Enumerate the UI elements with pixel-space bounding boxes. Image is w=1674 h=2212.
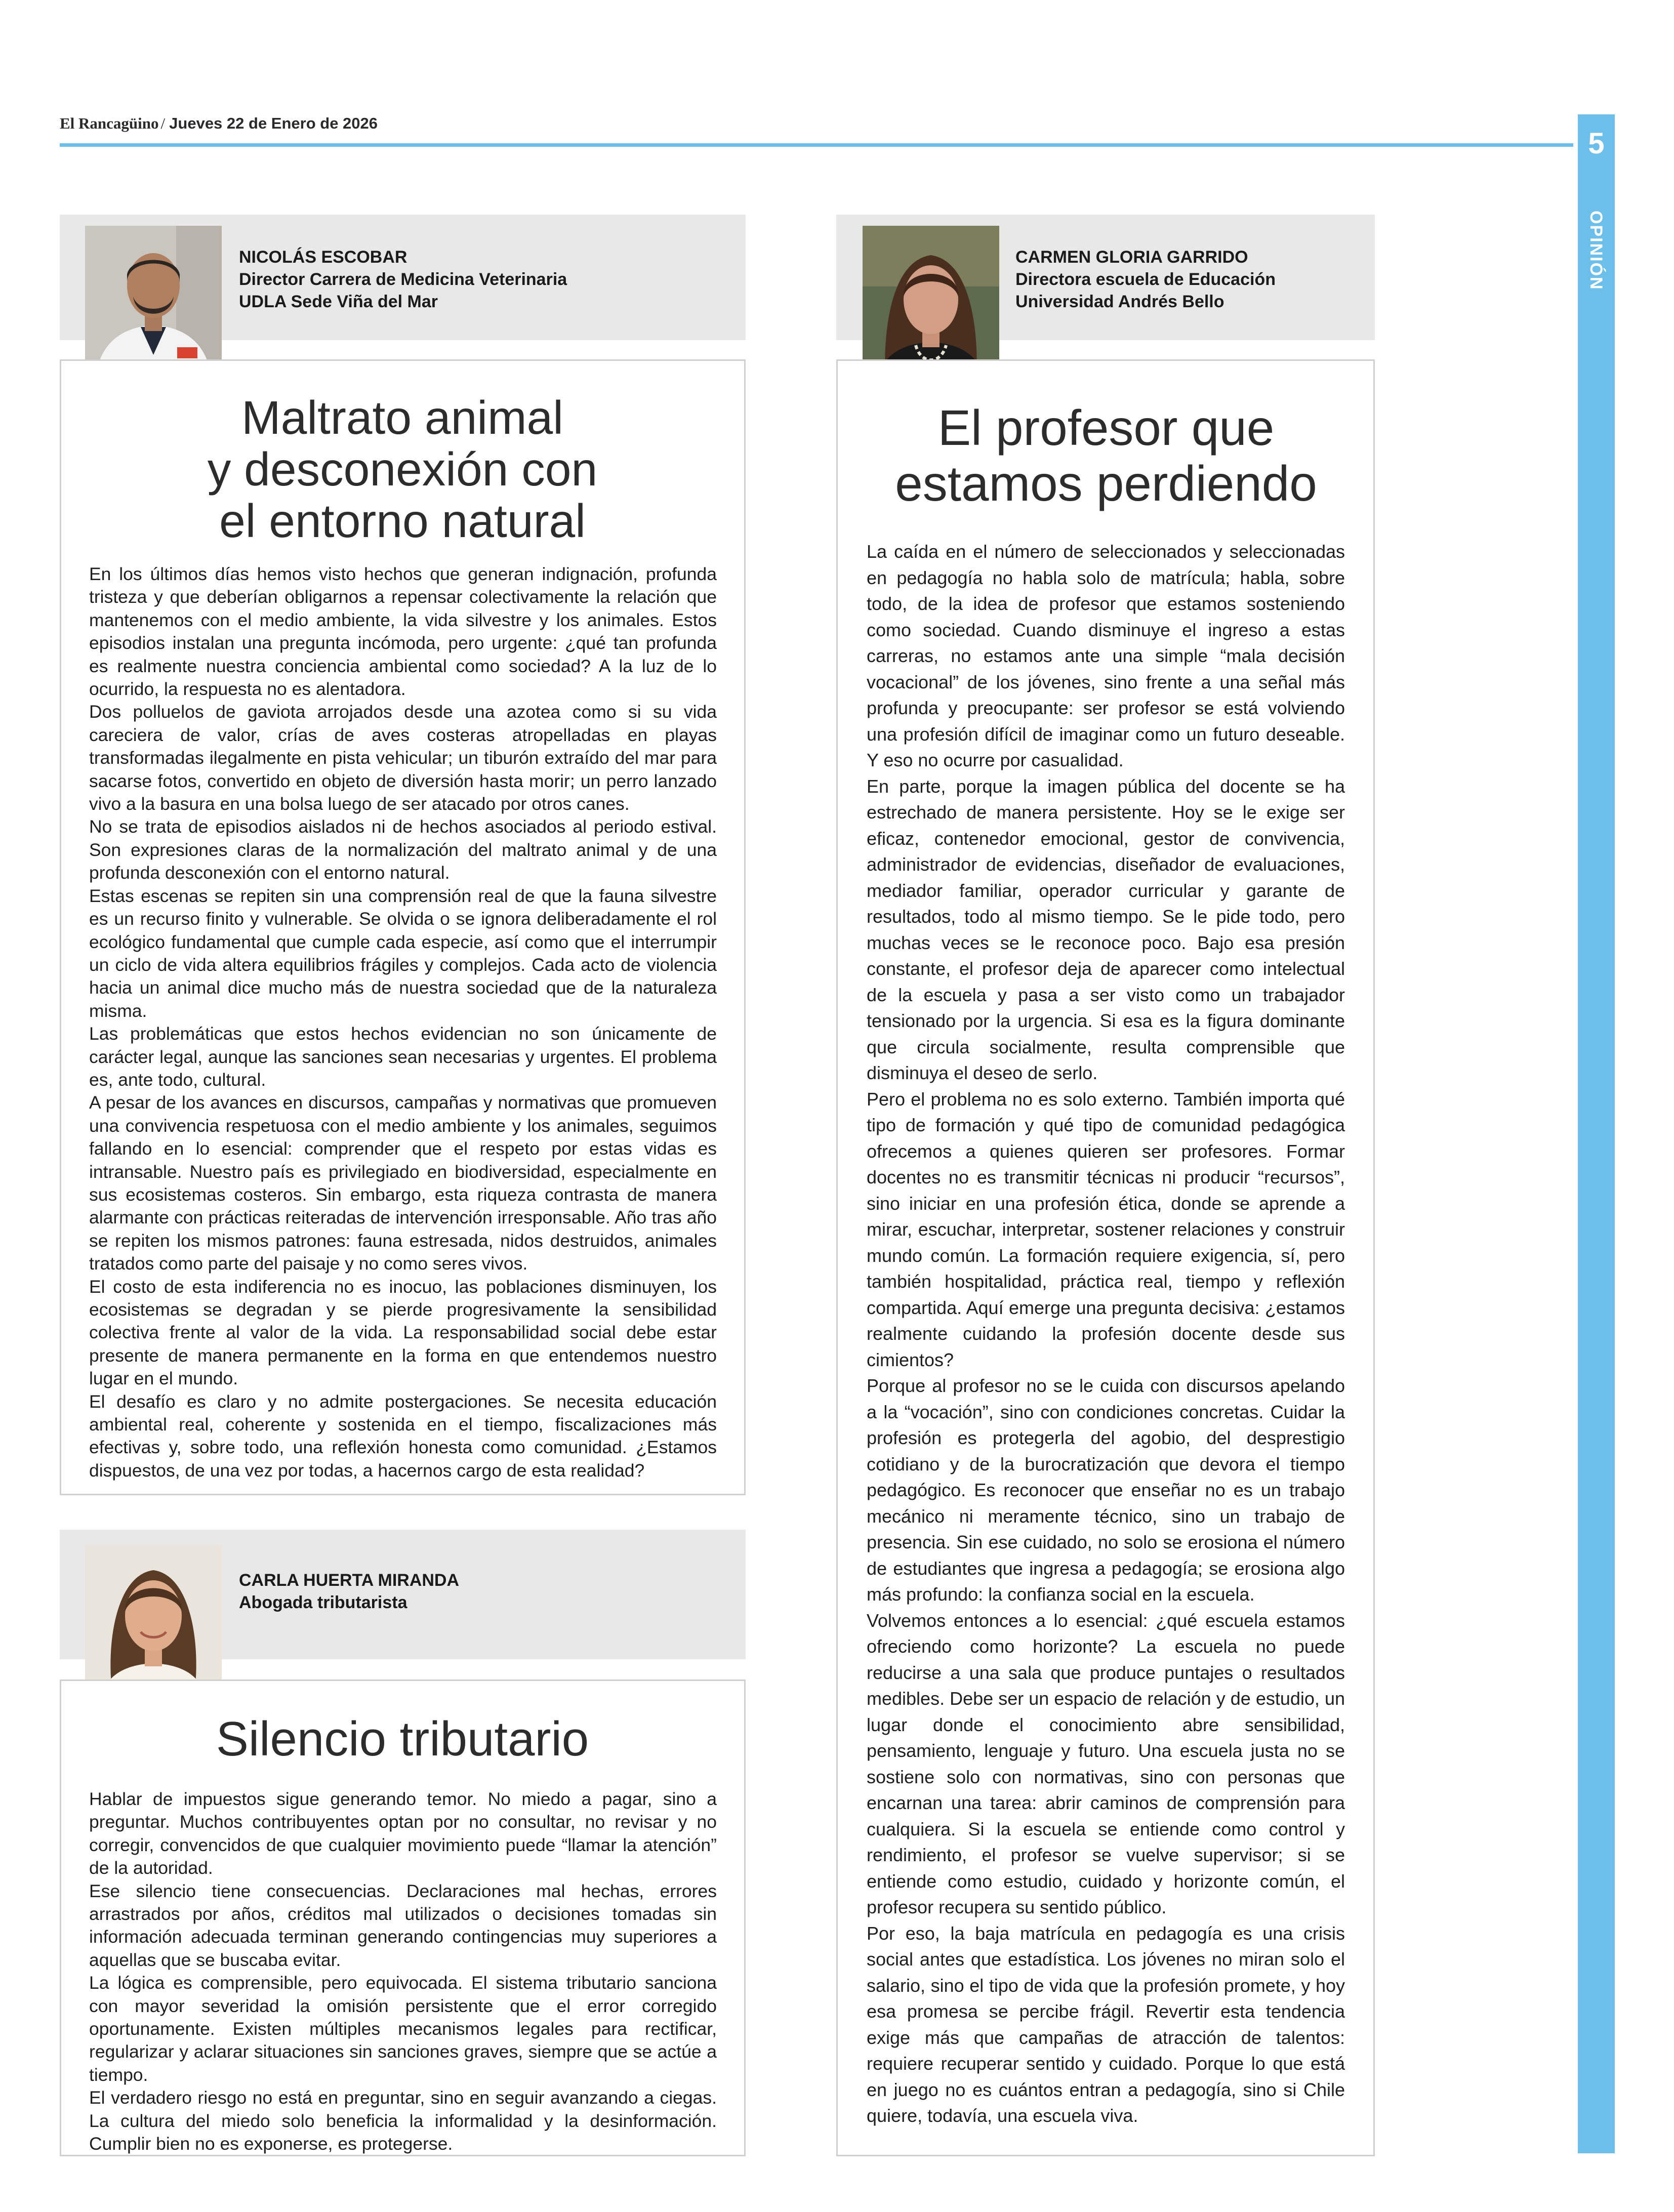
headline-line: el entorno natural	[219, 495, 586, 547]
section-label: OPINIÓN	[1586, 211, 1606, 291]
body-paragraph: El costo de esta indiferencia no es inocuo, las poblaciones disminuyen, los ecosistemas se degradan y se pierde progresivamente la sensibilidad colectiva frente al valor de la vida. La responsabilidad social debe estar presente de manera permanente en la forma en que entendemos nuestro lugar en el mundo.	[89, 1276, 717, 1389]
body-paragraph: El verdadero riesgo no está en preguntar, sino en seguir avanzando a ciegas. La cultura del miedo solo beneficia la informalidad y la desinformación. Cumplir bien no es exponerse, es protegerse.	[89, 2087, 717, 2154]
body-paragraph: En los últimos días hemos visto hechos que generan indignación, profunda tristeza y que deberían obligarnos a repensar colectivamente la relación que mantenemos con el medio ambiente, la vida silvestre y los animales. Estos episodios instalan una pregunta incómoda, pero urgente: ¿qué tan profunda es realmente nuestra conciencia ambiental como sociedad? A la luz de lo ocurrido, la respuesta no es alentadora.	[89, 564, 717, 700]
header-rule	[60, 143, 1573, 147]
body-paragraph: Hablar de impuestos sigue generando temor. No miedo a pagar, sino a preguntar. Muchos contribuyentes optan por no consultar, no revisar y no corregir, convencidos de que cualquier movimiento puede “llamar la atención” de la autoridad.	[89, 1789, 717, 1878]
author-photo-escobar	[85, 226, 222, 379]
author-name: CARLA HUERTA MIRANDA	[239, 1571, 460, 1590]
issue-date: Jueves 22 de Enero de 2026	[169, 114, 378, 132]
headline-maltrato-animal	[76, 392, 729, 547]
headline-line: El profesor que	[937, 400, 1275, 456]
author-org: UDLA Sede Viña del Mar	[239, 292, 438, 311]
author-role: Directora escuela de Educación	[1015, 270, 1276, 289]
author-credit-escobar	[239, 246, 725, 313]
author-org: Universidad Andrés Bello	[1015, 292, 1224, 311]
author-photo-huerta	[85, 1545, 222, 1698]
author-role: Director Carrera de Medicina Veterinaria	[239, 270, 567, 289]
body-paragraph: Las problemáticas que estos hechos evidencian no son únicamente de carácter legal, aunque las sanciones sean necesarias y urgentes. El problema es, ante todo, cultural.	[89, 1023, 717, 1090]
body-paragraph: Estas escenas se repiten sin una comprensión real de que la fauna silvestre es un recurso finito y vulnerable. Se olvida o se ignora deliberadamente el rol ecológico fundamental que cumple cada especie, así como que el interrumpir un ciclo de vida altera equilibrios frágiles y complejos. Cada acto de violencia hacia un animal dice mucho más de nuestra sociedad que de la naturaleza misma.	[89, 885, 717, 1021]
portrait-escobar-illustration	[85, 226, 222, 379]
body-paragraph: Pero el problema no es solo externo. También importa qué tipo de formación y qué tipo de comunidad pedagógica ofrecemos a quienes quieren ser profesores. Formar docentes no es transmitir técnicas ni producir “recursos”, sino iniciar en una profesión ética, donde se aprende a mirar, escuchar, interpretar, sostener relaciones y construir mundo común. La formación requiere exigencia, sí, pero también hospitalidad, práctica real, tiempo y reflexión compartida. Aquí emerge una pregunta decisiva: ¿estamos realmente cuidando la profesión docente desde sus cimientos?	[867, 1088, 1345, 1370]
body-paragraph: Porque al profesor no se le cuida con discursos apelando a la “vocación”, sino con condiciones concretas. Cuidar la profesión es protegerla del agobio, del desprestigio cotidiano y de la burocratización que devora el tiempo pedagógico. Es reconocer que enseñar no es un trabajo mecánico ni meramente técnico, sino un trabajo de presencia. Sin ese cuidado, no solo se erosiona el número de estudiantes que ingresa a pedagogía; se erosiona algo más profundo: la confianza social en la escuela.	[867, 1375, 1345, 1605]
body-paragraph: Volvemos entonces a lo esencial: ¿qué escuela estamos ofreciendo como horizonte? La escuela no puede reducirse a una sala que produce puntajes o resultados medibles. Debe ser un espacio de relación y de estudio, un lugar donde el conocimiento abre sensibilidad, pensamiento, lenguaje y futuro. Una escuela justa no se sostiene solo con normativas, sino con personas que encarnan una tarea: abrir caminos de comprensión para cualquiera. Si la escuela se entiende como control y rendimiento, el profesor se vuelve supervisor; si se entiende como estudio, cuidado y horizonte común, el profesor recupera su sentido público.	[867, 1610, 1345, 1917]
headline-silencio-tributario	[76, 1713, 729, 1766]
body-paragraph: La lógica es comprensible, pero equivocada. El sistema tributario sanciona con mayor severidad la omisión persistente que el error corregido oportunamente. Existen múltiples mecanismos legales para rectificar, regularizar y aclarar situaciones sin sanciones graves, siempre que se actúe a tiempo.	[89, 1973, 717, 2085]
portrait-huerta-illustration	[85, 1545, 222, 1698]
body-paragraph: Por eso, la baja matrícula en pedagogía es una crisis social antes que estadística. Los jóvenes no miran solo el salario, sino el tipo de vida que la profesión promete, y hoy esa promesa se percibe frágil. Revertir esta tendencia exige más que campañas de atracción de talentos: requiere recuperar sentido y cuidado. Porque lo que está en juego no es cuántos entran a pedagogía, sino si Chile quiere, todavía, una escuela viva.	[867, 1922, 1345, 2126]
author-name: CARMEN GLORIA GARRIDO	[1015, 248, 1248, 267]
body-paragraph: El desafío es claro y no admite postergaciones. Se necesita educación ambiental real, coherente y sostenida en el tiempo, fiscalizaciones más efectivas y, sobre todo, una reflexión honesta como comunidad. ¿Estamos dispuestos, de una vez por todas, a hacernos cargo de esta realidad?	[89, 1391, 717, 1481]
author-credit-huerta	[239, 1569, 725, 1614]
headline-profesor	[850, 400, 1362, 511]
body-paragraph: A pesar de los avances en discursos, campañas y normativas que promueven una convivencia respetuosa con el medio ambiente y los animales, seguimos fallando en lo esencial: comprender que el respeto por estas vidas es intransable. Nuestro país es privilegiado en biodiversidad, especialmente en sus ecosistemas costeros. Sin embargo, esta riqueza contrasta de manera alarmante con prácticas reiteradas de intervención irresponsable. Año tras año se repiten los mismos patrones: fauna estresada, nidos destruidos, animales tratados como parte del paisaje y no como seres vivos.	[89, 1092, 717, 1274]
body-paragraph: No se trata de episodios aislados ni de hechos asociados al periodo estival. Son expresiones claras de la normalización del maltrato animal y de una profunda desconexión con el entorno natural.	[89, 816, 717, 883]
section-sidebar	[1578, 114, 1615, 2153]
article-body-huerta	[89, 1788, 717, 2156]
article-body-escobar	[89, 563, 717, 1482]
article-body-garrido	[867, 539, 1345, 2129]
author-name: NICOLÁS ESCOBAR	[239, 248, 407, 267]
body-paragraph: Dos polluelos de gaviota arrojados desde una azotea como si su vida careciera de valor, crías de aves costeras atropelladas en playas transformadas ilegalmente en pista vehicular; un tiburón extraído del mar para sacarse fotos, convertido en objeto de diversión hasta morir; un perro lanzado vivo a la basura en una bolsa luego de ser atacado por otros canes.	[89, 702, 717, 814]
newspaper-name: El Rancagüino	[60, 114, 159, 132]
masthead-separator: /	[160, 114, 166, 132]
body-paragraph: Ese silencio tiene consecuencias. Declaraciones mal hechas, errores arrastrados por años, créditos mal utilizados o decisiones tomadas sin información adecuada terminan generando contingencias muy superiores a aquellas que se buscaba evitar.	[89, 1880, 717, 1970]
page-number: 5	[1588, 127, 1605, 160]
headline-line: Silencio tributario	[216, 1712, 589, 1766]
headline-line: Maltrato animal	[241, 391, 563, 444]
masthead	[60, 114, 378, 133]
headline-line: y desconexión con	[207, 443, 598, 496]
body-paragraph: En parte, porque la imagen pública del docente se ha estrechado de manera persistente. Hoy se le exige ser eficaz, contenedor emocional, gestor de convivencia, administrador de evidencias, diseñador de evaluaciones, mediador familiar, operador curricular y garante de resultados, todo al mismo tiempo. Se le pide todo, pero muchas veces se le reconoce poco. Bajo esa presión constante, el profesor deja de aparecer como intelectual de la escuela y pasa a ser visto como un trabajador tensionado por la urgencia. Si esa es la figura dominante que circula socialmente, resulta comprensible que disminuya el deseo de serlo.	[867, 775, 1345, 1083]
headline-line: estamos perdiendo	[895, 456, 1317, 511]
body-paragraph: La caída en el número de seleccionados y seleccionadas en pedagogía no habla solo de matrícula; habla, sobre todo, de la idea de profesor que estamos sosteniendo como sociedad. Cuando disminuye el ingreso a estas carreras, no estamos ante una simple “mala decisión vocacional” de los jóvenes, sino frente a una señal más profunda y preocupante: ser profesor se está volviendo una profesión difícil de imaginar como un futuro deseable. Y eso no ocurre por casualidad.	[867, 541, 1345, 770]
author-role: Abogada tributarista	[239, 1593, 407, 1612]
author-credit-garrido	[1015, 246, 1370, 313]
